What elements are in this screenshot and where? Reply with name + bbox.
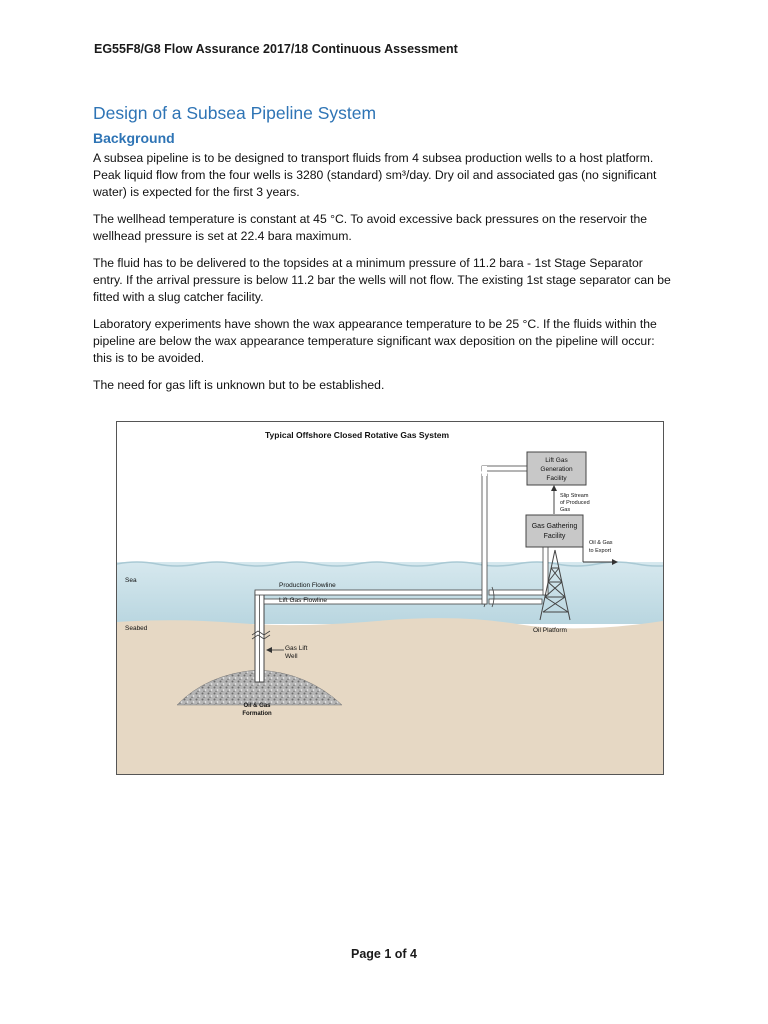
gas-system-diagram <box>117 422 663 774</box>
gas-lift-well-label-1: Gas Lift <box>285 645 308 652</box>
paragraph-gas-lift: The need for gas lift is unknown but to be established. <box>93 378 385 392</box>
slip-stream-label-1: Slip Stream <box>560 493 589 499</box>
formation-label-1: Oil & Gas <box>243 703 271 709</box>
section-heading: Background <box>93 130 175 146</box>
gas-gathering-label-1: Gas Gathering <box>531 523 578 530</box>
oil-platform-label: Oil Platform <box>533 627 567 634</box>
slip-stream-label-2: of Produced <box>560 500 590 506</box>
production-flowline-seg1 <box>255 590 487 595</box>
page-number: Page 1 of 4 <box>351 947 417 961</box>
document-title: Design of a Subsea Pipeline System <box>93 103 377 123</box>
formation-label-2: Formation <box>242 711 272 717</box>
paragraph-topsides: The fluid has to be delivered to the topsides at a minimum pressure of 11.2 bara - 1st Stage Separator entry. If the arrival pressure is below 11.2 bar the wells will not flow. The existing 1st stage separator can be fitted with a slug catcher facility. <box>93 256 671 304</box>
slip-stream-label-3: Gas <box>560 507 571 513</box>
seabed-label: Seabed <box>125 625 148 632</box>
background-text <box>93 150 673 404</box>
gas-gathering-facility <box>526 515 583 547</box>
gas-system-figure <box>116 421 664 775</box>
figure-title: Typical Offshore Closed Rotative Gas System <box>265 430 450 440</box>
gas-lift-well-label-2: Well <box>285 653 298 660</box>
production-flowline-seg2 <box>489 590 548 595</box>
production-flowline-label: Production Flowline <box>279 582 336 589</box>
lift-gas-flowline-seg2 <box>489 599 542 604</box>
page-header: EG55F8/G8 Flow Assurance 2017/18 Continuous Assessment <box>94 42 458 56</box>
paragraph-wellhead: The wellhead temperature is constant at 45 °C. To avoid excessive back pressures on the reservoir the wellhead pressure is set at 22.4 bara maximum. <box>93 212 648 243</box>
export-label-1: Oil & Gas <box>589 540 613 546</box>
paragraph-flow: A subsea pipeline is to be designed to transport fluids from 4 subsea production wells to a host platform. Peak liquid flow from the four wells is 3280 (standard) sm³/day. Dry oil and associated gas (no significant water) is expected for the first 3 years. <box>93 151 657 199</box>
lift-gas-riser <box>482 474 487 604</box>
export-label-2: to Export <box>589 548 612 554</box>
sea-label: Sea <box>125 577 137 584</box>
lift-gas-gen-label-2: Generation <box>540 466 573 473</box>
lift-gas-gen-label-3: Facility <box>546 475 567 482</box>
lift-gas-top-pipe <box>482 466 527 471</box>
lift-gas-flowline-label: Lift Gas Flowline <box>279 597 328 604</box>
gas-gathering-label-2: Facility <box>543 533 566 540</box>
lift-gas-gen-label-1: Lift Gas <box>545 457 568 464</box>
paragraph-wax: Laboratory experiments have shown the wax appearance temperature to be 25 °C. If the fluids within the pipeline are below the wax appearance temperature significant wax deposition on the pipeline will occur: this is to be avoided. <box>93 317 657 365</box>
